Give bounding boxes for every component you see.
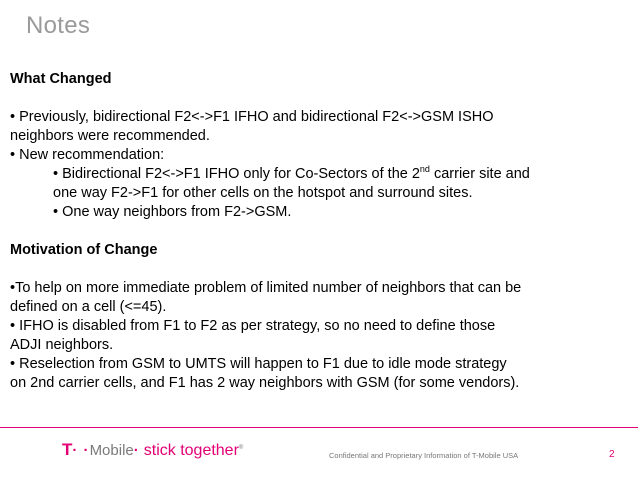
logo-dots: · ·: [72, 442, 90, 459]
page-number: 2: [609, 449, 615, 460]
bullet-help-neighbors: •To help on more immediate problem of limited number of neighbors that can be: [10, 280, 522, 296]
logo-t: T: [62, 440, 73, 459]
logo-registered-mark: ®: [238, 445, 244, 451]
sub-bullet-bidirectional-text-end: carrier site and: [429, 166, 530, 182]
bullet-previously-cont: neighbors were recommended.: [10, 128, 210, 144]
logo-dot: ·: [133, 442, 140, 459]
footer-divider: [0, 427, 638, 428]
section-heading-motivation: Motivation of Change: [10, 242, 158, 258]
logo-tagline: stick together: [143, 442, 239, 459]
bullet-ifho-disabled-cont: ADJI neighbors.: [10, 337, 114, 353]
bullet-ifho-disabled: • IFHO is disabled from F1 to F2 as per strategy, so no need to define those: [10, 318, 496, 334]
bullet-reselection-cont: on 2nd carrier cells, and F1 has 2 way neighbors with GSM (for some vendors).: [10, 375, 520, 391]
superscript-nd: nd: [419, 164, 430, 174]
spacer: [10, 89, 620, 108]
sub-bullet-bidirectional-cont: one way F2->F1 for other cells on the hotspot and surround sites.: [53, 185, 473, 201]
bullet-help-neighbors-cont: defined on a cell (<=45).: [10, 299, 167, 315]
sub-bullet-one-way: • One way neighbors from F2->GSM.: [53, 204, 292, 220]
bullet-new-recommendation: • New recommendation:: [10, 147, 165, 163]
confidential-notice: Confidential and Proprietary Information of T-Mobile USA: [329, 451, 519, 460]
slide-title: Notes: [26, 12, 91, 39]
sub-bullet-bidirectional-text: • Bidirectional F2<->F1 IFHO only for Co-Sectors of the 2: [53, 166, 420, 182]
section-heading-what-changed: What Changed: [10, 71, 112, 87]
bullet-reselection: • Reselection from GSM to UMTS will happen to F1 due to idle mode strategy: [10, 356, 507, 372]
bullet-previously: • Previously, bidirectional F2<->F1 IFHO and bidirectional F2<->GSM ISHO: [10, 109, 494, 125]
slide-body: [10, 70, 620, 393]
spacer: [10, 260, 620, 279]
tmobile-logo: [62, 440, 243, 460]
logo-brand: Mobile: [89, 442, 134, 459]
sub-bullet-bidirectional: [10, 165, 620, 184]
spacer: [10, 222, 620, 241]
